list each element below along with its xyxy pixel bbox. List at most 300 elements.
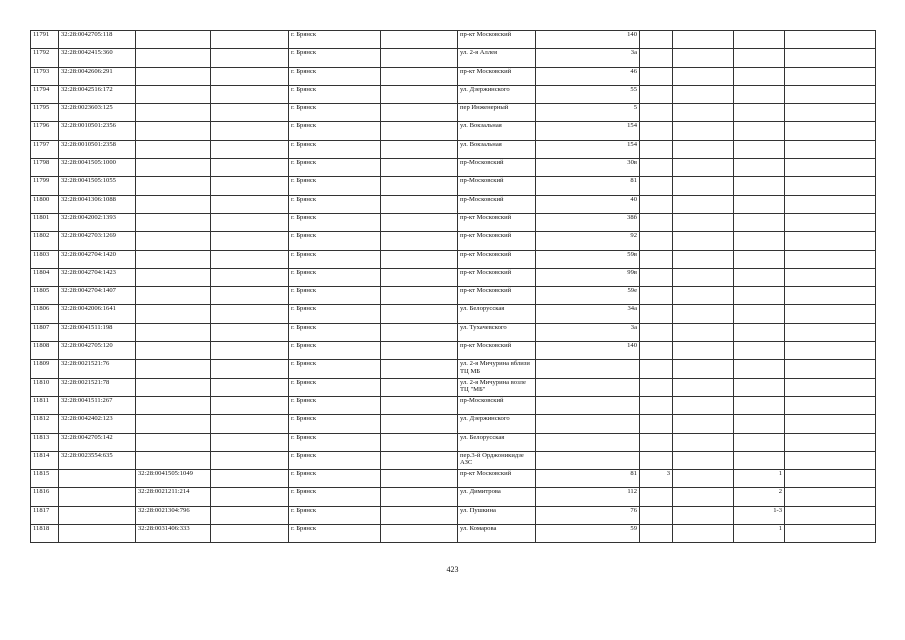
- cell-empty: [381, 159, 458, 177]
- table-row: [31, 305, 876, 323]
- cell-house: 30в: [536, 159, 640, 177]
- cell-empty: [785, 378, 876, 396]
- table-row: [31, 342, 876, 360]
- cell-empty: [785, 250, 876, 268]
- table-row: [31, 415, 876, 433]
- cell-house: 34а: [536, 305, 640, 323]
- cell-empty: [381, 85, 458, 103]
- cell-empty: [381, 470, 458, 488]
- cell-col-11: [734, 378, 785, 396]
- cell-cadastral-number: 32:28:0042703:1269: [59, 232, 136, 250]
- cell-row-number: 11804: [31, 268, 59, 286]
- cell-city: г. Брянск: [289, 195, 381, 213]
- cell-city: г. Брянск: [289, 268, 381, 286]
- table-row: [31, 360, 876, 378]
- cell-row-number: 11797: [31, 140, 59, 158]
- cell-city: г. Брянск: [289, 232, 381, 250]
- cell-row-number: 11818: [31, 525, 59, 543]
- cell-empty: [211, 305, 289, 323]
- cell-col-9: [640, 31, 673, 49]
- cell-city: г. Брянск: [289, 360, 381, 378]
- cell-cadastral-number-2: [136, 323, 211, 341]
- cell-cadastral-number-2: [136, 177, 211, 195]
- cell-house: 92: [536, 232, 640, 250]
- cell-cadastral-number-2: 32:28:0031406:333: [136, 525, 211, 543]
- cell-street: пр-кт Московский: [458, 342, 536, 360]
- cell-col-11: [734, 250, 785, 268]
- cell-row-number: 11812: [31, 415, 59, 433]
- cell-col-9: [640, 122, 673, 140]
- cell-col-11: [734, 85, 785, 103]
- cell-house: 76: [536, 506, 640, 524]
- cell-col-9: [640, 360, 673, 378]
- cell-empty: [785, 415, 876, 433]
- cell-row-number: 11792: [31, 49, 59, 67]
- cell-empty: [785, 122, 876, 140]
- cell-cadastral-number: 32:28:0023603:125: [59, 104, 136, 122]
- table-row: [31, 470, 876, 488]
- cell-cadastral-number: 32:28:0042606:291: [59, 67, 136, 85]
- cell-empty: [211, 488, 289, 506]
- cell-empty: [381, 140, 458, 158]
- cell-cadastral-number: 32:28:0041511:267: [59, 396, 136, 414]
- cell-empty: [211, 268, 289, 286]
- cell-cadastral-number: 32:28:0042516:172: [59, 85, 136, 103]
- cell-house: [536, 433, 640, 451]
- cell-col-11: [734, 268, 785, 286]
- cell-street: пр-кт Московский: [458, 250, 536, 268]
- cell-empty: [673, 195, 734, 213]
- cell-col-11: [734, 360, 785, 378]
- cell-city: г. Брянск: [289, 49, 381, 67]
- cell-house: 38б: [536, 213, 640, 231]
- cell-row-number: 11798: [31, 159, 59, 177]
- cell-col-9: [640, 396, 673, 414]
- cell-street: пр-кт Московский: [458, 67, 536, 85]
- cell-col-9: [640, 250, 673, 268]
- cell-empty: [785, 85, 876, 103]
- cell-col-9: [640, 49, 673, 67]
- table-row: [31, 213, 876, 231]
- cell-row-number: 11794: [31, 85, 59, 103]
- cell-col-9: [640, 488, 673, 506]
- table-row: [31, 31, 876, 49]
- cell-empty: [673, 451, 734, 469]
- cell-street: ул. 2-я Мичурина вблизи ТЦ МБ: [458, 360, 536, 378]
- cell-empty: [211, 415, 289, 433]
- cell-col-9: [640, 213, 673, 231]
- cell-empty: [673, 378, 734, 396]
- cell-street: ул. Белорусская: [458, 433, 536, 451]
- cell-empty: [381, 250, 458, 268]
- cell-row-number: 11809: [31, 360, 59, 378]
- cell-house: 99в: [536, 268, 640, 286]
- cell-city: г. Брянск: [289, 250, 381, 268]
- cell-city: г. Брянск: [289, 213, 381, 231]
- cell-row-number: 11800: [31, 195, 59, 213]
- cell-cadastral-number-2: 32:28:0041505:1049: [136, 470, 211, 488]
- cell-col-11: 2: [734, 488, 785, 506]
- cell-col-11: [734, 49, 785, 67]
- cell-empty: [673, 305, 734, 323]
- cell-row-number: 11816: [31, 488, 59, 506]
- cell-street: ул. 2-я Аллея: [458, 49, 536, 67]
- cell-city: г. Брянск: [289, 140, 381, 158]
- cell-empty: [211, 177, 289, 195]
- cell-city: г. Брянск: [289, 506, 381, 524]
- table-row: [31, 195, 876, 213]
- cell-cadastral-number-2: [136, 213, 211, 231]
- cell-cadastral-number-2: [136, 433, 211, 451]
- cell-col-9: 3: [640, 470, 673, 488]
- cell-empty: [673, 525, 734, 543]
- cell-col-9: [640, 525, 673, 543]
- cell-empty: [211, 470, 289, 488]
- cell-row-number: 11814: [31, 451, 59, 469]
- cell-empty: [673, 323, 734, 341]
- cell-empty: [673, 213, 734, 231]
- cell-house: 140: [536, 31, 640, 49]
- cell-city: г. Брянск: [289, 342, 381, 360]
- cell-empty: [673, 342, 734, 360]
- cell-col-11: [734, 305, 785, 323]
- page-number: 423: [446, 565, 459, 574]
- cell-cadastral-number-2: [136, 342, 211, 360]
- cell-empty: [785, 396, 876, 414]
- cell-col-11: [734, 415, 785, 433]
- cell-street: ул. Тухачевского: [458, 323, 536, 341]
- cell-empty: [673, 415, 734, 433]
- cell-empty: [211, 232, 289, 250]
- cell-house: 154: [536, 140, 640, 158]
- cell-city: г. Брянск: [289, 159, 381, 177]
- cell-col-11: [734, 323, 785, 341]
- cell-empty: [381, 415, 458, 433]
- cell-col-9: [640, 506, 673, 524]
- cell-cadastral-number-2: [136, 49, 211, 67]
- cell-city: г. Брянск: [289, 396, 381, 414]
- cell-house: 5: [536, 104, 640, 122]
- table-body: [31, 31, 876, 543]
- cell-row-number: 11815: [31, 470, 59, 488]
- cell-empty: [381, 378, 458, 396]
- cell-empty: [381, 451, 458, 469]
- cell-house: 140: [536, 342, 640, 360]
- cell-cadastral-number: [59, 470, 136, 488]
- table-row: [31, 159, 876, 177]
- cell-empty: [673, 268, 734, 286]
- cell-col-9: [640, 415, 673, 433]
- cell-empty: [673, 433, 734, 451]
- cell-col-9: [640, 287, 673, 305]
- cell-city: г. Брянск: [289, 122, 381, 140]
- cell-empty: [785, 342, 876, 360]
- cell-street: пр-Московский: [458, 177, 536, 195]
- cell-empty: [673, 49, 734, 67]
- cell-cadastral-number: [59, 525, 136, 543]
- table-row: [31, 433, 876, 451]
- cell-cadastral-number: [59, 488, 136, 506]
- cell-city: г. Брянск: [289, 525, 381, 543]
- cell-empty: [381, 488, 458, 506]
- cell-empty: [211, 67, 289, 85]
- cell-row-number: 11803: [31, 250, 59, 268]
- cell-empty: [381, 305, 458, 323]
- cell-house: 81: [536, 177, 640, 195]
- cell-cadastral-number-2: 32:28:0021211:214: [136, 488, 211, 506]
- table-row: [31, 525, 876, 543]
- cell-house: 40: [536, 195, 640, 213]
- cell-city: г. Брянск: [289, 378, 381, 396]
- cell-cadastral-number-2: [136, 415, 211, 433]
- cell-col-11: [734, 287, 785, 305]
- table-row: [31, 488, 876, 506]
- cell-cadastral-number-2: [136, 85, 211, 103]
- cell-empty: [381, 31, 458, 49]
- cell-cadastral-number: 32:28:0010501:2358: [59, 140, 136, 158]
- cell-row-number: 11813: [31, 433, 59, 451]
- cell-city: г. Брянск: [289, 323, 381, 341]
- cell-empty: [211, 342, 289, 360]
- cell-empty: [673, 31, 734, 49]
- cell-row-number: 11808: [31, 342, 59, 360]
- cell-cadastral-number: 32:28:0021521:76: [59, 360, 136, 378]
- cell-cadastral-number-2: [136, 360, 211, 378]
- cell-street: пер.3-й Орджоникидзе АЗС: [458, 451, 536, 469]
- cell-empty: [211, 433, 289, 451]
- table-row: [31, 67, 876, 85]
- cell-cadastral-number-2: [136, 104, 211, 122]
- cell-empty: [211, 31, 289, 49]
- cell-cadastral-number: 32:28:0042704:1420: [59, 250, 136, 268]
- cell-col-11: [734, 140, 785, 158]
- cell-city: г. Брянск: [289, 415, 381, 433]
- cell-empty: [785, 470, 876, 488]
- cell-house: [536, 415, 640, 433]
- table-row: [31, 378, 876, 396]
- cell-empty: [211, 396, 289, 414]
- cell-empty: [785, 67, 876, 85]
- table-row: [31, 140, 876, 158]
- cell-house: [536, 396, 640, 414]
- cell-col-9: [640, 451, 673, 469]
- cell-street: пр-кт Московский: [458, 287, 536, 305]
- cell-cadastral-number-2: [136, 31, 211, 49]
- cell-street: пр-Московский: [458, 159, 536, 177]
- table-row: [31, 396, 876, 414]
- cell-street: пр-кт Московский: [458, 213, 536, 231]
- cell-empty: [785, 506, 876, 524]
- cell-house: 154: [536, 122, 640, 140]
- cell-empty: [211, 159, 289, 177]
- table-row: [31, 506, 876, 524]
- cell-street: пр-Московский: [458, 195, 536, 213]
- cell-cadastral-number: 32:28:0021521:78: [59, 378, 136, 396]
- cell-city: г. Брянск: [289, 67, 381, 85]
- cell-empty: [211, 195, 289, 213]
- cell-cadastral-number-2: [136, 140, 211, 158]
- cell-empty: [381, 525, 458, 543]
- cell-cadastral-number-2: 32:28:0021304:796: [136, 506, 211, 524]
- cell-cadastral-number-2: [136, 451, 211, 469]
- cell-row-number: 11801: [31, 213, 59, 231]
- cell-cadastral-number: 32:28:0041505:1055: [59, 177, 136, 195]
- cell-col-11: [734, 451, 785, 469]
- cell-city: г. Брянск: [289, 104, 381, 122]
- cell-col-11: 1-3: [734, 506, 785, 524]
- cell-empty: [785, 268, 876, 286]
- cell-row-number: 11795: [31, 104, 59, 122]
- cell-city: г. Брянск: [289, 287, 381, 305]
- cell-cadastral-number: 32:28:0041511:198: [59, 323, 136, 341]
- cell-street: пр-кт Московский: [458, 31, 536, 49]
- table-row: [31, 287, 876, 305]
- cell-col-9: [640, 67, 673, 85]
- cell-empty: [785, 488, 876, 506]
- cell-city: г. Брянск: [289, 488, 381, 506]
- cell-col-11: [734, 104, 785, 122]
- cell-cadastral-number-2: [136, 67, 211, 85]
- cell-street: ул. Дзержинского: [458, 85, 536, 103]
- cell-house: 3а: [536, 323, 640, 341]
- cell-empty: [211, 213, 289, 231]
- cell-empty: [673, 287, 734, 305]
- cell-empty: [673, 232, 734, 250]
- cell-col-9: [640, 433, 673, 451]
- cell-empty: [381, 67, 458, 85]
- cell-cadastral-number-2: [136, 159, 211, 177]
- cell-row-number: 11791: [31, 31, 59, 49]
- cell-empty: [211, 378, 289, 396]
- cell-house: 59: [536, 525, 640, 543]
- cell-cadastral-number: 32:28:0023554:635: [59, 451, 136, 469]
- cell-cadastral-number-2: [136, 232, 211, 250]
- cell-cadastral-number: 32:28:0042402:123: [59, 415, 136, 433]
- cell-cadastral-number: 32:28:0010501:2356: [59, 122, 136, 140]
- cell-empty: [785, 213, 876, 231]
- cell-city: г. Брянск: [289, 470, 381, 488]
- table-row: [31, 49, 876, 67]
- cell-col-11: 1: [734, 525, 785, 543]
- cell-street: пр-кт Московский: [458, 470, 536, 488]
- cell-col-9: [640, 177, 673, 195]
- cell-empty: [785, 104, 876, 122]
- registry-table: [30, 30, 876, 543]
- cell-empty: [785, 305, 876, 323]
- cell-cadastral-number: 32:28:0042006:1641: [59, 305, 136, 323]
- table-row: [31, 250, 876, 268]
- cell-street: ул. Комарова: [458, 525, 536, 543]
- cell-house: [536, 378, 640, 396]
- cell-col-9: [640, 195, 673, 213]
- cell-empty: [785, 287, 876, 305]
- cell-street: пер Инженерный: [458, 104, 536, 122]
- cell-house: 59в: [536, 250, 640, 268]
- cell-cadastral-number-2: [136, 250, 211, 268]
- cell-house: 55: [536, 85, 640, 103]
- cell-col-9: [640, 104, 673, 122]
- cell-street: ул. Димитрова: [458, 488, 536, 506]
- cell-empty: [211, 287, 289, 305]
- cell-house: 3а: [536, 49, 640, 67]
- cell-empty: [381, 104, 458, 122]
- cell-street: пр-Московский: [458, 396, 536, 414]
- table-row: [31, 122, 876, 140]
- table-row: [31, 451, 876, 469]
- cell-col-9: [640, 323, 673, 341]
- cell-empty: [673, 67, 734, 85]
- cell-empty: [785, 360, 876, 378]
- cell-empty: [381, 232, 458, 250]
- cell-col-11: [734, 396, 785, 414]
- cell-empty: [381, 49, 458, 67]
- cell-street: пр-кт Московский: [458, 232, 536, 250]
- table-row: [31, 85, 876, 103]
- cell-row-number: 11806: [31, 305, 59, 323]
- cell-cadastral-number: [59, 506, 136, 524]
- cell-row-number: 11807: [31, 323, 59, 341]
- cell-col-9: [640, 140, 673, 158]
- cell-cadastral-number: 32:28:0042415:360: [59, 49, 136, 67]
- cell-row-number: 11805: [31, 287, 59, 305]
- cell-cadastral-number-2: [136, 122, 211, 140]
- cell-empty: [381, 342, 458, 360]
- cell-empty: [785, 232, 876, 250]
- cell-house: 46: [536, 67, 640, 85]
- cell-row-number: 11796: [31, 122, 59, 140]
- cell-col-11: [734, 67, 785, 85]
- cell-col-11: [734, 342, 785, 360]
- cell-empty: [381, 287, 458, 305]
- cell-col-9: [640, 268, 673, 286]
- cell-empty: [785, 31, 876, 49]
- cell-street: пр-кт Московский: [458, 268, 536, 286]
- cell-cadastral-number-2: [136, 287, 211, 305]
- cell-col-11: [734, 232, 785, 250]
- cell-street: ул. 2-я Мичурина возле ТЦ "МБ": [458, 378, 536, 396]
- cell-empty: [673, 140, 734, 158]
- cell-empty: [381, 122, 458, 140]
- cell-empty: [381, 433, 458, 451]
- cell-empty: [673, 177, 734, 195]
- cell-empty: [211, 49, 289, 67]
- cell-street: ул. Вокзальная: [458, 122, 536, 140]
- cell-empty: [673, 396, 734, 414]
- cell-col-11: [734, 213, 785, 231]
- table-row: [31, 323, 876, 341]
- cell-street: ул. Пушкина: [458, 506, 536, 524]
- cell-row-number: 11793: [31, 67, 59, 85]
- cell-col-11: [734, 177, 785, 195]
- cell-empty: [673, 488, 734, 506]
- cell-empty: [785, 140, 876, 158]
- cell-col-11: [734, 159, 785, 177]
- cell-row-number: 11810: [31, 378, 59, 396]
- cell-cadastral-number: 32:28:0042705:142: [59, 433, 136, 451]
- cell-city: г. Брянск: [289, 177, 381, 195]
- cell-row-number: 11811: [31, 396, 59, 414]
- table-row: [31, 268, 876, 286]
- cell-cadastral-number-2: [136, 195, 211, 213]
- cell-house: [536, 451, 640, 469]
- cell-empty: [211, 323, 289, 341]
- cell-empty: [785, 433, 876, 451]
- cell-cadastral-number: 32:28:0042704:1423: [59, 268, 136, 286]
- cell-empty: [673, 360, 734, 378]
- cell-col-9: [640, 159, 673, 177]
- cell-row-number: 11802: [31, 232, 59, 250]
- cell-cadastral-number: 32:28:0042704:1407: [59, 287, 136, 305]
